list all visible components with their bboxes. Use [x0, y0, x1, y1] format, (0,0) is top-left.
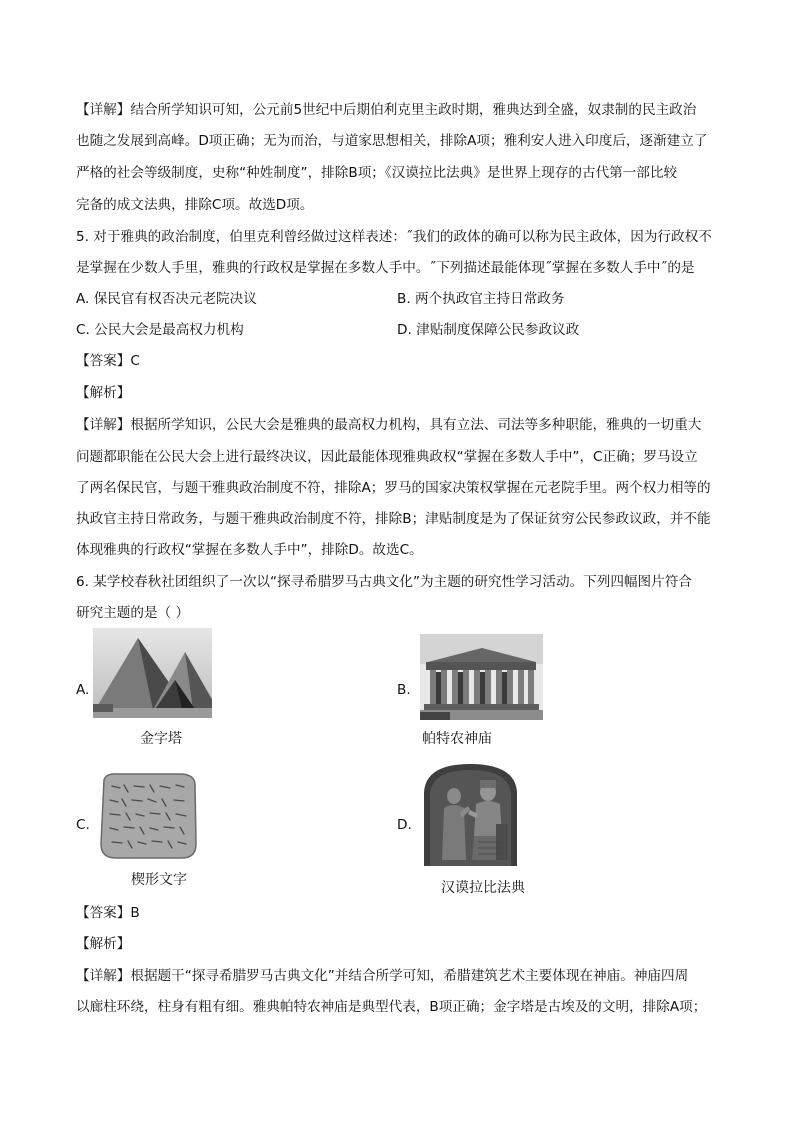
- q6-label-a: A.: [76, 682, 90, 698]
- q6-detail-line-2: 以廊柱环绕，柱身有粗有细。雅典帕特农神庙是典型代表，B项正确；金字塔是古埃及的文明，排除A项；: [76, 999, 707, 1015]
- q6-label-b: B.: [397, 682, 411, 698]
- cuneiform-tablet-image: [96, 770, 200, 862]
- pyramid-image: [93, 628, 212, 718]
- q5-detail-line-1: 【详解】根据所学知识，公民大会是雅典的最高权力机构，具有立法、司法等多种职能，雅典的一切重大: [76, 417, 702, 433]
- q4-detail-line-1: 【详解】结合所学知识可知，公元前5世纪中后期伯利克里主政时期，雅典达到全盛，奴隶制的民主政治: [76, 102, 697, 118]
- q6-label-c: C.: [76, 817, 90, 833]
- q6-answer: 【答案】B: [76, 905, 140, 921]
- q6-caption-c: 楔形文字: [131, 872, 187, 888]
- q6-caption-d: 汉谟拉比法典: [441, 880, 525, 896]
- q5-option-a: A. 保民官有权否决元老院决议: [76, 291, 257, 307]
- hammurabi-stele-image: [420, 762, 521, 866]
- q4-detail-line-4: 完备的成文法典，排除C项。故选D项。: [76, 197, 314, 213]
- q6-analysis-title: 【解析】: [76, 936, 131, 952]
- q5-detail-line-4: 执政官主持日常政务，与题干雅典政治制度不符，排除B；津贴制度是为了保证贫穷公民参政议政，并不能: [76, 511, 711, 527]
- q5-option-b: B. 两个执政官主持日常政务: [397, 291, 565, 307]
- parthenon-image: [420, 634, 543, 720]
- q4-detail-line-2: 也随之发展到高峰。D项正确；无为而治，与道家思想相关，排除A项；雅利安人进入印度后，逐渐建立了: [76, 133, 708, 149]
- q6-stem-line-2: 研究主题的是（ ）: [76, 605, 190, 621]
- q6-label-d: D.: [397, 817, 412, 833]
- q6-detail-line-1: 【详解】根据题干“探寻希腊罗马古典文化”并结合所学可知，希腊建筑艺术主要体现在神庙。神庙四周: [76, 968, 689, 984]
- q6-stem-line-1: 6. 某学校春秋社团组织了一次以“探寻希腊罗马古典文化”为主题的研究性学习活动。下列四幅图片符合: [76, 574, 692, 590]
- q5-answer: 【答案】C: [76, 353, 140, 369]
- q5-detail-line-3: 了两名保民官，与题干雅典政治制度不符，排除A；罗马的国家决策权掌握在元老院手里。两个权力相等的: [76, 480, 711, 496]
- q5-stem-line-2: 是掌握在少数人手里，雅典的行政权是掌握在多数人手中。˝下列描述最能体现˝掌握在多数人手中˝的是: [76, 260, 695, 276]
- q6-caption-b: 帕特农神庙: [422, 731, 492, 747]
- q5-stem-line-1: 5. 对于雅典的政治制度，伯里克利曾经做过这样表述：˝我们的政体的确可以称为民主政体，因为行政权不: [76, 229, 712, 245]
- q6-caption-a: 金字塔: [140, 731, 182, 747]
- q5-option-d: D. 津贴制度保障公民参政议政: [397, 322, 580, 338]
- q5-analysis-title: 【解析】: [76, 385, 131, 401]
- q4-detail-line-3: 严格的社会等级制度，史称“种姓制度”，排除B项；《汉谟拉比法典》是世界上现存的古代第一部比较: [76, 165, 678, 181]
- q5-detail-line-2: 问题都职能在公民大会上进行最终决议，因此最能体现雅典政权“掌握在多数人手中”，C正确；罗马设立: [76, 449, 698, 465]
- q5-detail-line-5: 体现雅典的行政权“掌握在多数人手中”，排除D。故选C。: [76, 542, 423, 558]
- q5-option-c: C. 公民大会是最高权力机构: [76, 322, 244, 338]
